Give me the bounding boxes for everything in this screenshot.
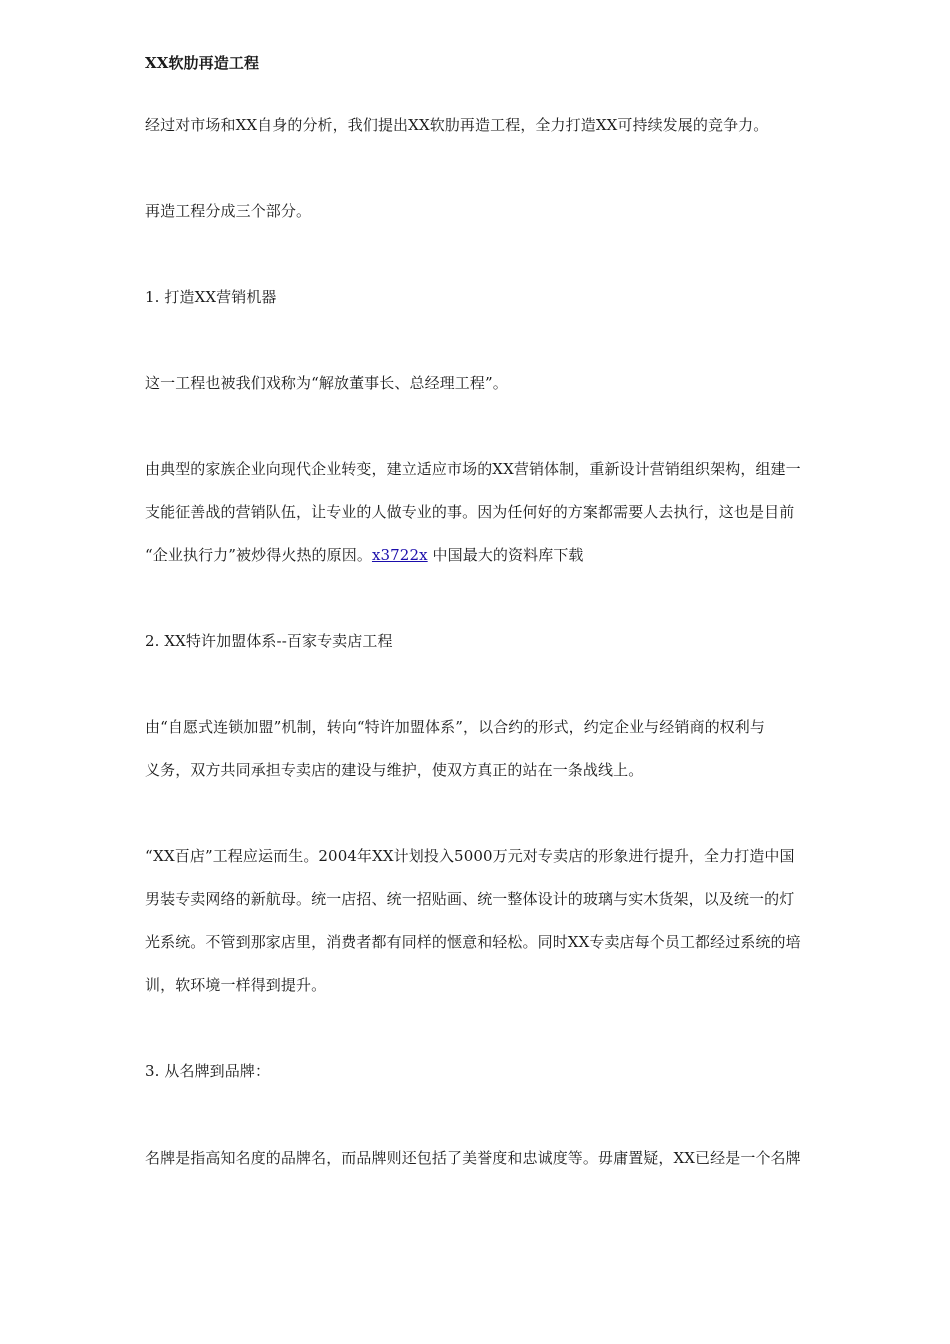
section-1-paragraph-2-line-1: 由典型的家族企业向现代企业转变，建立适应市场的XX营销体制，重新设计营销组织架构，组建一 bbox=[145, 460, 801, 478]
section-2-paragraph-2-line-1: “XX百店”工程应运而生。2004年XX计划投入5000万元对专卖店的形象进行提升，全力打造中国 bbox=[145, 847, 795, 865]
section-2-paragraph-2-line-2: 男装专卖网络的新航母。统一店招、统一招贴画、统一整体设计的玻璃与实木货架，以及统一的灯 bbox=[145, 890, 795, 908]
section-2-paragraph-1-line-2: 义务，双方共同承担专卖店的建设与维护，使双方真正的站在一条战线上。 bbox=[145, 761, 644, 779]
section-2-paragraph-1-line-1: 由“自愿式连锁加盟”机制，转向“特许加盟体系”，以合约的形式，约定企业与经销商的权利与 bbox=[145, 718, 765, 736]
section-1-paragraph-2-line-2: 支能征善战的营销队伍，让专业的人做专业的事。因为任何好的方案都需要人去执行，这也是目前 bbox=[145, 503, 795, 521]
resource-link[interactable]: x3722x bbox=[371, 546, 428, 564]
section-2-paragraph-2-line-4: 训，软环境一样得到提升。 bbox=[145, 976, 327, 994]
section-2-paragraph-2-line-3: 光系统。不管到那家店里，消费者都有同样的惬意和轻松。同时XX专卖店每个员工都经过系统的培 bbox=[145, 933, 801, 951]
document-title: XX软肋再造工程 bbox=[145, 54, 260, 72]
section-1-paragraph-2-line-3 bbox=[145, 545, 584, 565]
section-3-heading: 3. 从名牌到品牌： bbox=[145, 1062, 271, 1080]
section-1-after-link-text: 中国最大的资料库下载 bbox=[427, 546, 584, 564]
section-1-heading: 1. 打造XX营销机器 bbox=[145, 288, 277, 306]
section-1-paragraph-1: 这一工程也被我们戏称为“解放董事长、总经理工程”。 bbox=[145, 374, 508, 392]
section-3-paragraph-1-line-1: 名牌是指高知名度的品牌名，而品牌则还包括了美誉度和忠诚度等。毋庸置疑，XX已经是一个名牌 bbox=[145, 1149, 801, 1167]
parts-intro-paragraph: 再造工程分成三个部分。 bbox=[145, 202, 312, 220]
section-2-heading: 2. XX特许加盟体系--百家专卖店工程 bbox=[145, 632, 393, 650]
section-1-paragraph-2-text: “企业执行力”被炒得火热的原因。 bbox=[145, 546, 372, 564]
intro-paragraph: 经过对市场和XX自身的分析，我们提出XX软肋再造工程，全力打造XX可持续发展的竞争力。 bbox=[145, 116, 769, 134]
